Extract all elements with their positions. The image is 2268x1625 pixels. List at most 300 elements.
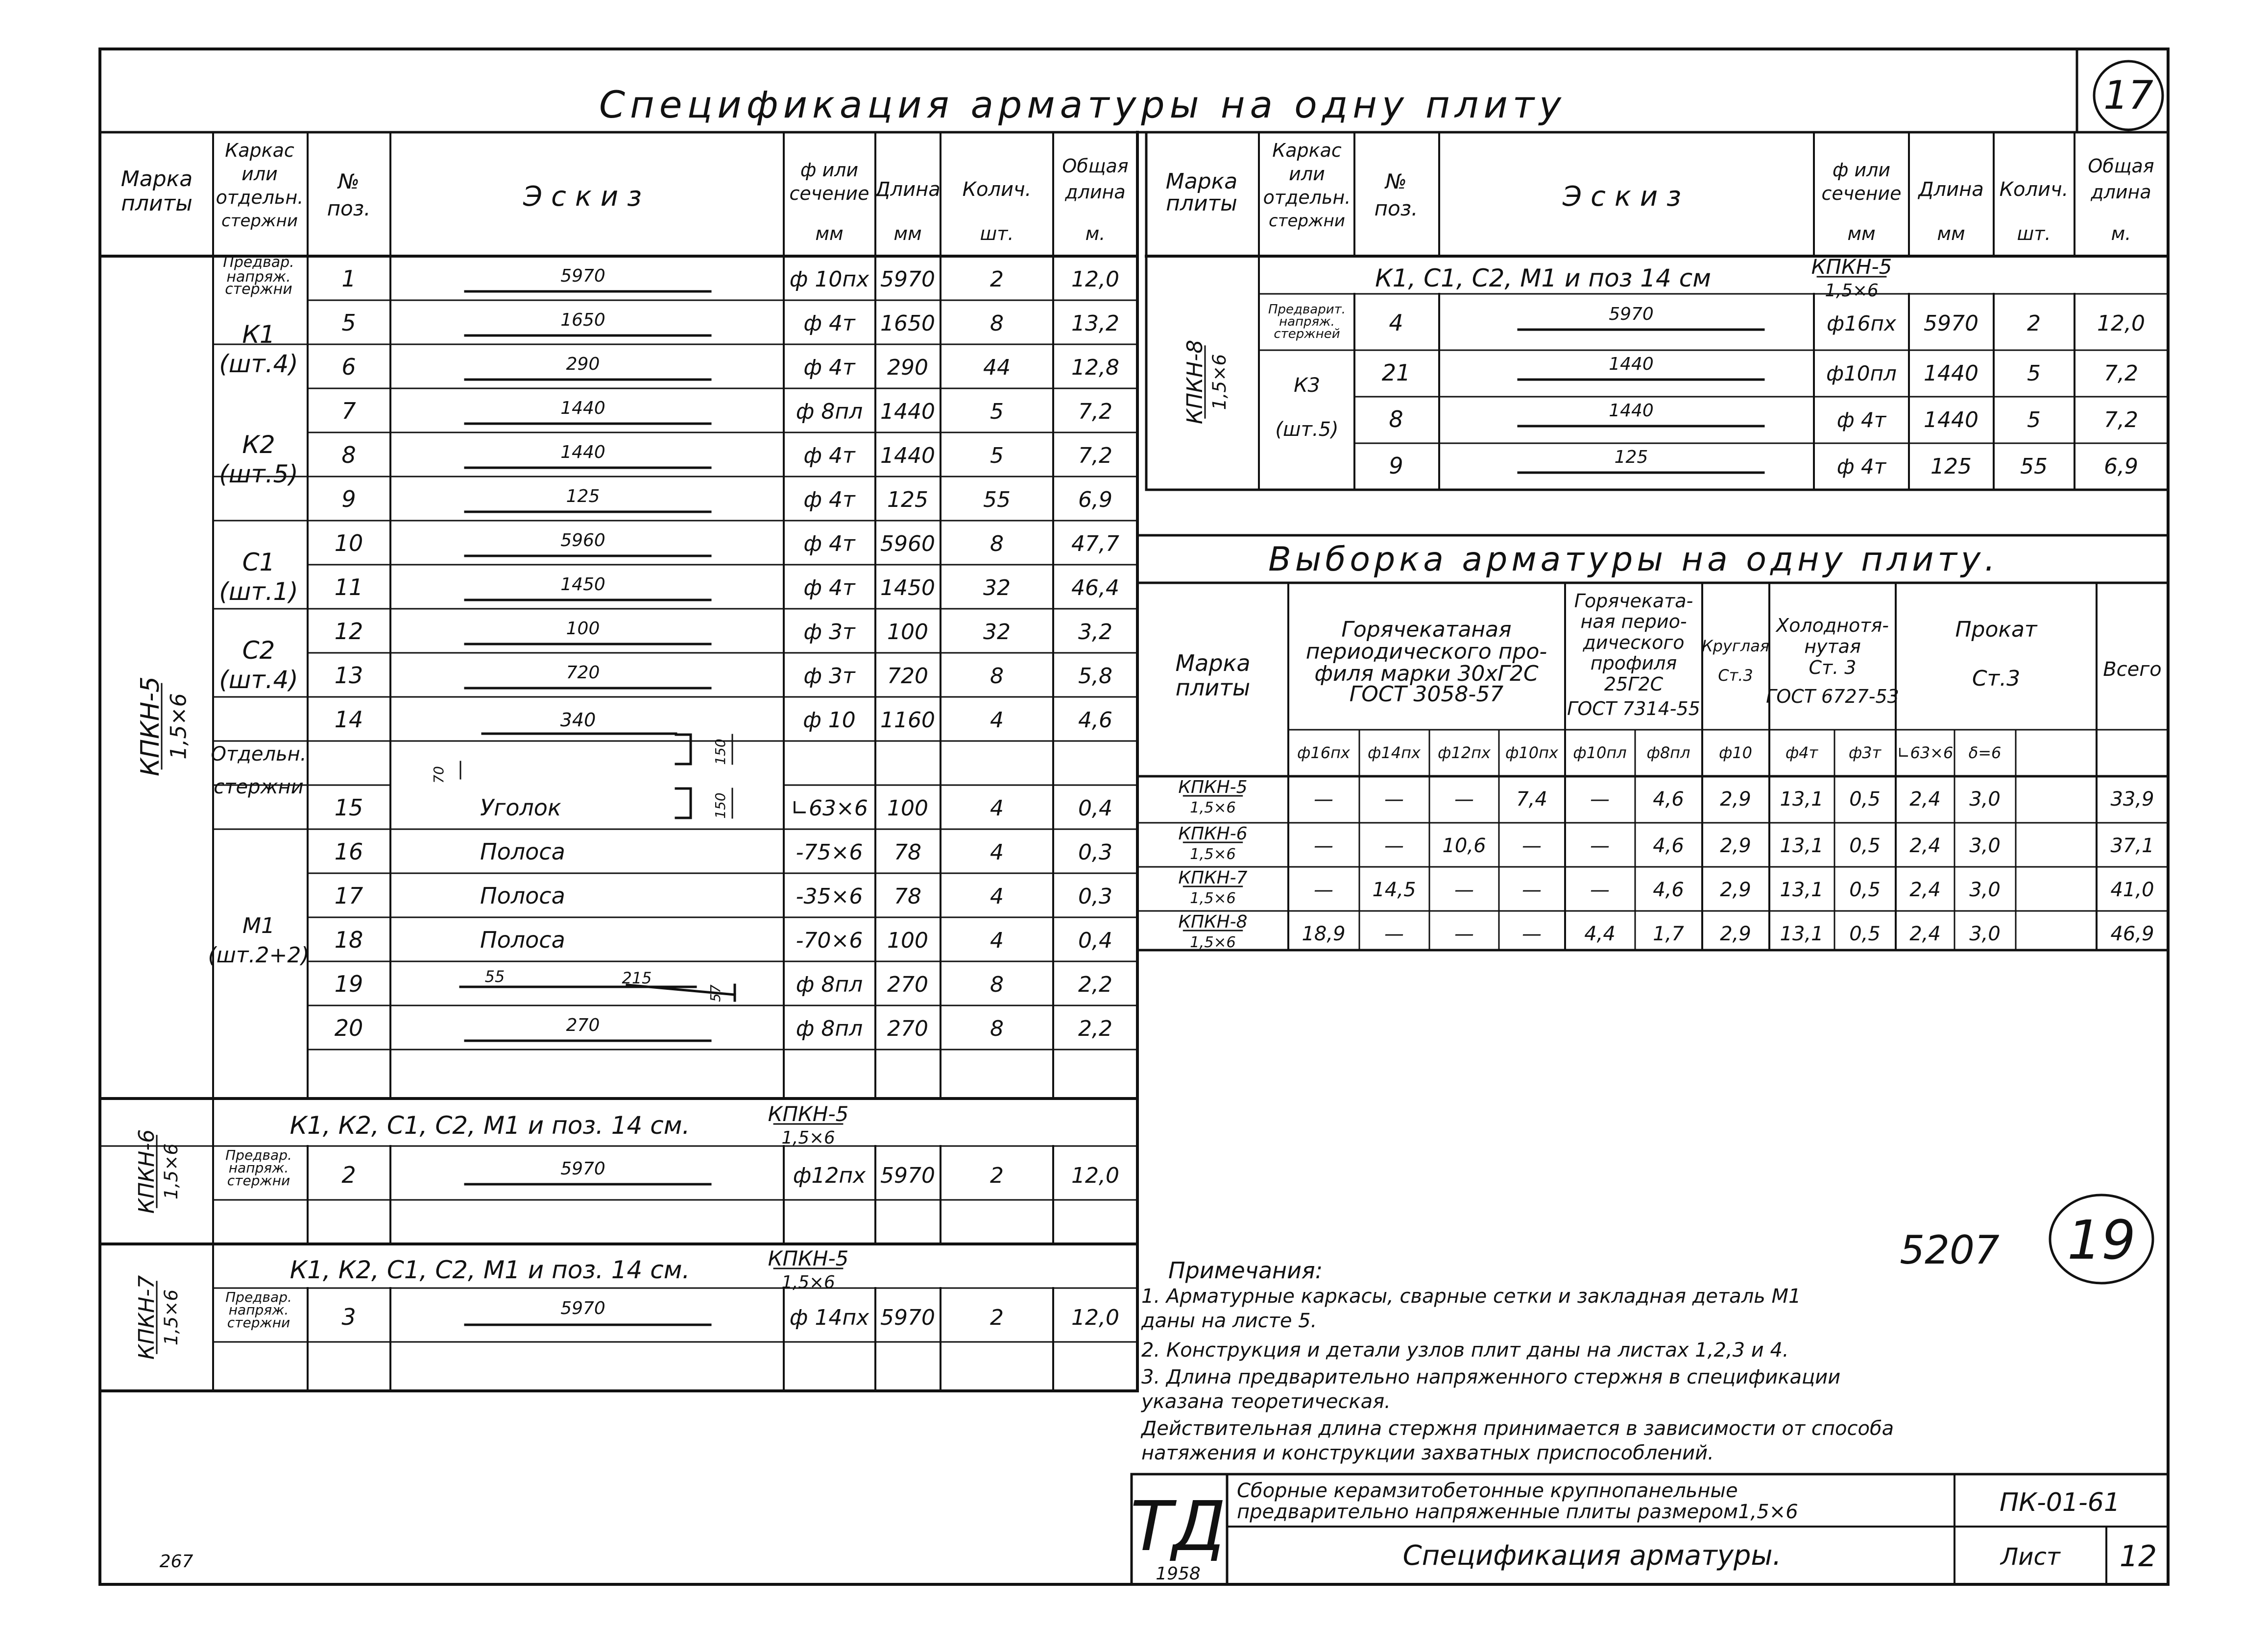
vyborka-group-header: ГОСТ 6727-53	[1766, 686, 1899, 707]
marka-label: КПКН-7	[1178, 868, 1248, 888]
header-karkas: отдельн.	[216, 187, 304, 208]
bar-quantity: 4	[990, 796, 1004, 821]
marka-size: 1,5×6	[781, 1272, 835, 1292]
bar-length: 270	[887, 972, 928, 997]
header-phi: мм	[1847, 223, 1876, 244]
reference-note: К1, К2, С1, С2, М1 и поз. 14 см.	[290, 1256, 690, 1284]
vyborka-cell: 2,4	[1909, 835, 1941, 857]
note-line: 3. Длина предварительно напряженного стержня в спецификации	[1141, 1366, 1841, 1388]
vyborka-cell: 7,4	[1516, 788, 1547, 811]
group-label: стержни	[225, 281, 292, 298]
vyborka-cell: 2,4	[1909, 923, 1941, 945]
sheet-title: Спецификация арматуры.	[1402, 1540, 1782, 1572]
vyborka-cell: 2,4	[1909, 879, 1941, 901]
header-qty: шт.	[980, 223, 1014, 244]
bar-length: 5960	[880, 531, 935, 556]
vyborka-group-header: Ст.3	[1718, 666, 1753, 685]
bar-total-length: 7,2	[1078, 443, 1112, 468]
vyborka-group-header: дического	[1583, 632, 1685, 653]
note-line: указана теоретическая.	[1141, 1390, 1391, 1413]
header-length: Длина	[1918, 178, 1984, 201]
bar-total-length: 5,8	[1078, 664, 1112, 689]
bar-total-length: 12,0	[1071, 1163, 1119, 1188]
header-total: длина	[1065, 181, 1126, 203]
group-label: К2	[242, 430, 275, 459]
vyborka-cell: —	[1384, 923, 1404, 945]
header-poz: №	[338, 169, 360, 193]
marka-label: КПКН-5	[1178, 777, 1248, 797]
vyborka-cell: 2,9	[1720, 923, 1751, 945]
sketch-dimension: 70	[431, 766, 447, 784]
bar-length: 5970	[880, 1163, 935, 1188]
sketch-dimension: 5970	[560, 266, 605, 286]
sketch-dimension: 57	[707, 984, 724, 1002]
position-number: 13	[334, 662, 363, 689]
vyborka-group-header: Горячеката-	[1574, 590, 1693, 612]
note-line: 1. Арматурные каркасы, сварные сетки и закладная деталь М1	[1141, 1285, 1801, 1308]
bar-diameter: ф 3т	[803, 620, 855, 645]
marka-label: КПКН-5	[768, 1246, 849, 1270]
vyborka-row-marka	[1178, 777, 1247, 816]
title-block-description: предварительно напряженные плиты размером1,5×6	[1237, 1501, 1798, 1523]
bar-total-length: 0,3	[1078, 884, 1112, 909]
group-label: К3	[1294, 374, 1320, 397]
bar-length: 100	[887, 796, 928, 821]
marka-label: КПКН-5	[136, 676, 165, 776]
position-number: 7	[341, 398, 356, 424]
marka-size: 1,5×6	[160, 1143, 182, 1200]
bar-quantity: 5	[990, 399, 1004, 424]
group-label: С2	[242, 636, 275, 665]
sketch-dimension: 150	[712, 792, 728, 819]
header-total: Общая	[2088, 155, 2154, 177]
header-karkas: отдельн.	[1263, 187, 1351, 208]
bar-length: 125	[1930, 454, 1972, 479]
header-karkas: или	[1289, 163, 1325, 185]
bar-total-length: 12,0	[1071, 267, 1119, 292]
position-number: 15	[334, 794, 363, 821]
bar-diameter: ф 8пл	[796, 399, 863, 424]
header-qty: Колич.	[962, 178, 1032, 201]
reference-marka	[768, 1246, 849, 1292]
header-karkas: Каркас	[1272, 140, 1342, 161]
vyborka-row-marka	[1178, 912, 1247, 951]
vyborka-cell: —	[1314, 835, 1333, 857]
reference-note: К1, К2, С1, С2, М1 и поз. 14 см.	[290, 1111, 690, 1140]
position-number: 21	[1381, 359, 1411, 386]
position-number: 9	[341, 486, 356, 512]
bar-total-length: 0,4	[1078, 796, 1112, 821]
vyborka-cell: 0,5	[1849, 835, 1881, 857]
bar-quantity: 2	[990, 1305, 1004, 1330]
bar-length: 1440	[1924, 407, 1978, 432]
marka-label: КПКН-5	[768, 1102, 849, 1126]
vyborka-cell: 4,6	[1653, 788, 1684, 811]
vyborka-cell: 13,1	[1780, 923, 1824, 945]
bar-length: 1650	[880, 311, 935, 336]
vyborka-cell: 13,1	[1780, 835, 1824, 857]
title-block-year: 1958	[1156, 1564, 1201, 1584]
note-line: 2. Конструкция и детали узлов плит даны на листах 1,2,3 и 4.	[1141, 1339, 1789, 1362]
group-label: стержни	[214, 776, 304, 798]
bar-diameter: ф 4т	[803, 355, 855, 380]
marka-label: КПКН-8	[1182, 339, 1207, 425]
bar-diameter: -35×6	[796, 884, 863, 909]
bar-length: 78	[894, 884, 921, 909]
sketch-label: Полоса	[480, 927, 565, 953]
list-number: 12	[2119, 1539, 2157, 1574]
reference-note: К1, С1, С2, М1 и поз 14 см	[1375, 264, 1711, 292]
header-length: мм	[893, 223, 922, 244]
vyborka-header-marka: Марка	[1175, 650, 1251, 676]
bar-length: 5970	[880, 1305, 935, 1330]
bar-diameter: ф 4т	[803, 443, 855, 468]
bar-total-length: 46,4	[1071, 575, 1119, 600]
bar-diameter: ф 4т	[1836, 454, 1886, 478]
vyborka-title: Выборка арматуры на одну плиту.	[1268, 540, 1999, 579]
bar-quantity: 2	[2027, 311, 2041, 336]
bar-quantity: 8	[990, 972, 1004, 997]
bar-quantity: 32	[983, 620, 1011, 645]
vyborka-group-header: Ст. 3	[1809, 657, 1857, 678]
bar-total-length: 2,2	[1078, 1016, 1112, 1041]
header-phi: ф или	[1832, 159, 1891, 181]
vyborka-cell: 10,6	[1442, 835, 1486, 857]
vyborka-cell: 33,9	[2110, 788, 2154, 811]
bar-quantity: 8	[990, 531, 1004, 556]
bar-total-length: 12,0	[1071, 1305, 1119, 1330]
bar-total-length: 7,2	[1078, 399, 1112, 424]
group-label: напряж.	[228, 1302, 289, 1318]
bar-quantity: 4	[990, 928, 1004, 953]
vyborka-group-header: Ст.3	[1972, 666, 2021, 691]
bar-length: 78	[894, 840, 921, 865]
group-label: (шт.5)	[1275, 418, 1339, 441]
vyborka-row-marka	[1178, 868, 1247, 907]
header-phi: ф или	[800, 159, 859, 181]
position-number: 8	[341, 442, 356, 468]
header-marka: плиты	[1166, 191, 1237, 216]
header-phi: сечение	[1821, 183, 1902, 204]
bar-total-length: 12,0	[2097, 311, 2145, 336]
marka-kpkn8	[1182, 340, 1230, 425]
vyborka-subheader: ∟63×6	[1897, 743, 1954, 762]
bar-diameter: ф 10пх	[789, 267, 869, 292]
position-number: 16	[334, 838, 363, 865]
marka-label: КПКН-7	[134, 1275, 159, 1360]
bar-total-length: 13,2	[1071, 311, 1119, 336]
marka-kpkn6	[134, 1129, 182, 1214]
group-label: С1	[242, 548, 275, 576]
header-length: мм	[1937, 223, 1965, 244]
vyborka-subheader: ф14пх	[1368, 743, 1421, 762]
marka-label: КПКН-6	[1178, 824, 1248, 844]
header-karkas: стержни	[221, 211, 298, 231]
vyborka-group-header: ГОСТ 7314-55	[1567, 698, 1700, 719]
group-label: напряж.	[226, 268, 291, 286]
group-label: (шт.5)	[219, 460, 298, 488]
header-marka: Марка	[1165, 169, 1238, 194]
vyborka-cell: 4,6	[1653, 879, 1684, 901]
position-number: 9	[1389, 453, 1403, 479]
group-label: М1	[242, 913, 275, 938]
group-label: (шт.4)	[219, 350, 298, 378]
bar-diameter: ф 4т	[803, 311, 855, 336]
bar-total-length: 12,8	[1071, 355, 1119, 380]
position-number: 19	[334, 971, 363, 997]
position-number: 18	[334, 927, 363, 953]
vyborka-cell: 41,0	[2110, 879, 2154, 901]
group-label: (шт.1)	[219, 577, 298, 606]
bar-quantity: 55	[2020, 454, 2048, 479]
position-number: 4	[1389, 310, 1403, 336]
vyborka-cell: 14,5	[1372, 879, 1416, 901]
bar-diameter: ∟63×6	[791, 796, 868, 821]
bar-diameter: ф 4т	[803, 531, 855, 556]
group-label: К1	[242, 320, 275, 349]
bar-diameter: -75×6	[796, 840, 863, 865]
marka-size: 1,5×6	[1190, 799, 1236, 817]
vyborka-cell: 0,5	[1849, 923, 1881, 945]
sketch-dimension: 340	[560, 709, 596, 731]
group-label: напряж.	[228, 1160, 289, 1176]
list-label: Лист	[2001, 1543, 2060, 1571]
vyborka-cell: —	[1384, 835, 1404, 857]
vyborka-row-marka	[1178, 824, 1247, 863]
page-number: 19	[2067, 1209, 2136, 1271]
vyborka-subheader: δ=6	[1968, 743, 2002, 762]
bar-length: 1440	[880, 399, 935, 424]
vyborka-group-header: Прокат	[1955, 617, 2037, 642]
notes-title: Примечания:	[1168, 1257, 1323, 1284]
vyborka-cell: —	[1384, 788, 1404, 811]
bar-length: 5970	[1924, 311, 1978, 336]
vyborka-cell: 3,0	[1969, 788, 2001, 811]
bar-length: 290	[887, 355, 928, 380]
sketch-label: Полоса	[480, 883, 565, 909]
vyborka-subheader: ф10пх	[1505, 743, 1558, 762]
vyborka-cell: —	[1454, 788, 1474, 811]
position-number: 5	[341, 310, 356, 336]
header-qty: Колич.	[1999, 178, 2069, 201]
bar-diameter: ф10пл	[1826, 361, 1897, 385]
bar-quantity: 8	[990, 664, 1004, 689]
vyborka-cell: —	[1590, 788, 1610, 811]
note-line: Действительная длина стержня принимается в зависимости от способа	[1141, 1417, 1894, 1440]
position-number: 2	[341, 1162, 356, 1188]
sketch-dimension: 5970	[560, 1159, 605, 1179]
vyborka-cell: 3,0	[1969, 923, 2001, 945]
vyborka-cell: 2,9	[1720, 879, 1751, 901]
vyborka-cell: —	[1454, 879, 1474, 901]
position-number: 3	[341, 1304, 356, 1330]
vyborka-cell: 2,4	[1909, 788, 1941, 811]
bar-quantity: 5	[2027, 361, 2041, 386]
bar-quantity: 44	[983, 355, 1011, 380]
drawing-code: ПК-01-61	[2000, 1488, 2120, 1517]
vyborka-subheader: ф3т	[1848, 743, 1882, 762]
bar-total-length: 0,3	[1078, 840, 1112, 865]
bar-total-length: 4,6	[1078, 708, 1112, 733]
group-label: Отдельн.	[211, 743, 307, 765]
bar-length: 1440	[1924, 361, 1978, 386]
sheet-number: 17	[2103, 72, 2153, 118]
bar-total-length: 6,9	[2104, 454, 2138, 479]
marka-size: 1,5×6	[1190, 934, 1236, 952]
vyborka-cell: 0,5	[1849, 788, 1881, 811]
bar-total-length: 47,7	[1071, 531, 1119, 556]
vyborka-cell: 4,4	[1584, 923, 1616, 945]
group-label: Предварит.	[1268, 302, 1346, 317]
sketch-dimension: 55	[484, 967, 505, 986]
bar-quantity: 8	[990, 1016, 1004, 1041]
vyborka-group-header: Горячекатаная	[1341, 617, 1512, 642]
vyborka-subheader: ф10	[1718, 743, 1753, 762]
group-label: Предвар.	[223, 254, 294, 271]
marka-kpkn5	[136, 676, 191, 776]
vyborka-subheader: ф12пх	[1438, 743, 1491, 762]
bar-quantity: 2	[990, 267, 1004, 292]
position-number: 8	[1389, 406, 1403, 432]
bar-diameter: -70×6	[796, 928, 863, 953]
header-karkas: Каркас	[225, 140, 294, 161]
reference-marka	[768, 1102, 849, 1148]
header-eskiz: Эскиз	[1563, 181, 1690, 213]
position-number: 17	[334, 883, 363, 909]
vyborka-cell: 0,5	[1849, 879, 1881, 901]
header-length: Длина	[875, 178, 941, 201]
bar-length: 1450	[880, 575, 935, 600]
bar-length: 270	[887, 1016, 928, 1041]
group-label: (шт.4)	[219, 666, 298, 694]
vyborka-cell: 3,0	[1969, 835, 2001, 857]
sketch-dimension: 290	[566, 354, 600, 374]
bar-length: 5970	[880, 267, 935, 292]
bar-diameter: ф 8пл	[796, 1016, 863, 1041]
vyborka-group-header: ГОСТ 3058-57	[1349, 682, 1504, 707]
marka-size: 1,5×6	[781, 1127, 835, 1148]
sketch-dimension: 1650	[560, 310, 605, 330]
vyborka-subheader: ф8пл	[1646, 743, 1690, 762]
sketch-dimension: 1440	[560, 398, 605, 418]
header-total: Общая	[1062, 155, 1129, 177]
vyborka-header-marka: плиты	[1175, 674, 1251, 701]
header-poz: поз.	[327, 196, 371, 220]
sketch-dimension: 5970	[560, 1298, 605, 1318]
group-label: стержни	[227, 1172, 290, 1189]
outer-frame	[100, 49, 2168, 1584]
bar-quantity: 4	[990, 708, 1004, 733]
group-label: стержни	[227, 1314, 290, 1331]
header-poz: №	[1385, 169, 1407, 193]
position-number: 10	[334, 530, 363, 556]
vyborka-subheader: ф16пх	[1297, 743, 1350, 762]
position-number: 20	[334, 1015, 363, 1041]
vyborka-group-header: 25Г2С	[1604, 673, 1664, 695]
header-poz: поз.	[1374, 196, 1418, 220]
vyborka-cell: —	[1590, 879, 1610, 901]
vyborka-group-header: профиля	[1590, 652, 1677, 674]
header-karkas: стержни	[1269, 211, 1345, 231]
vyborka-group-header: филя марки 30хГ2С	[1314, 661, 1539, 686]
vyborka-cell: —	[1590, 835, 1610, 857]
header-total: м.	[1085, 223, 1106, 244]
sketch-dimension: 1440	[1609, 354, 1654, 374]
bar-length: 100	[887, 928, 928, 953]
marka-size: 1,5×6	[166, 693, 192, 760]
vyborka-subheader: ф10пл	[1573, 743, 1627, 762]
bar-diameter: ф12пх	[793, 1163, 866, 1188]
sketch-label: Полоса	[480, 838, 565, 865]
vyborka-cell: 18,9	[1302, 923, 1346, 945]
vyborka-cell: —	[1314, 788, 1333, 811]
note-line: натяжения и конструкции захватных приспособлений.	[1141, 1442, 1714, 1464]
position-number: 11	[334, 574, 363, 600]
marka-size: 1,5×6	[160, 1289, 182, 1346]
position-number: 14	[334, 706, 363, 733]
group-label: Предвар.	[225, 1147, 292, 1163]
bar-length: 100	[887, 620, 928, 645]
vyborka-cell: —	[1522, 923, 1542, 945]
bar-total-length: 7,2	[2104, 361, 2138, 386]
bar-diameter: ф 3т	[803, 664, 855, 689]
vyborka-cell: —	[1314, 879, 1333, 901]
bar-quantity: 5	[990, 443, 1004, 468]
header-qty: шт.	[2017, 223, 2051, 244]
position-number: 6	[341, 354, 356, 380]
vyborka-cell: 46,9	[2110, 923, 2154, 945]
td-logo: ТД	[1130, 1487, 1226, 1567]
marka-size: 1,5×6	[1190, 890, 1236, 908]
vyborka-cell: —	[1522, 879, 1542, 901]
bar-quantity: 4	[990, 840, 1004, 865]
header-total: длина	[2091, 181, 2151, 203]
header-phi: мм	[815, 223, 844, 244]
vyborka-group-header: Холоднотя-	[1776, 615, 1889, 636]
marka-label: КПКН-5	[1811, 255, 1892, 279]
spec-title: Спецификация арматуры на одну плиту	[599, 83, 1567, 126]
sketch-dimension: 1450	[560, 574, 605, 595]
marka-label: КПКН-6	[134, 1129, 159, 1214]
sketch-dimension: 5960	[560, 530, 605, 550]
vyborka-cell: 2,9	[1720, 835, 1751, 857]
sketch-label: Уголок	[480, 794, 561, 821]
header-total: м.	[2111, 223, 2131, 244]
bar-quantity: 5	[2027, 407, 2041, 432]
sketch-dimension: 1440	[560, 442, 605, 462]
group-label: стержней	[1274, 327, 1340, 341]
title-block-description: Сборные керамзитобетонные крупнопанельные	[1237, 1480, 1738, 1502]
archive-number: 5207	[1900, 1227, 2000, 1273]
vyborka-cell: 1,7	[1653, 923, 1684, 945]
bar-quantity: 32	[983, 575, 1011, 600]
vyborka-cell: 13,1	[1780, 879, 1824, 901]
vyborka-cell: 2,9	[1720, 788, 1751, 811]
bar-length: 720	[887, 664, 928, 689]
bar-diameter: ф16пх	[1827, 311, 1896, 335]
bar-quantity: 4	[990, 884, 1004, 909]
bar-total-length: 7,2	[2104, 407, 2138, 432]
sketch-dimension: 215	[622, 969, 652, 987]
vyborka-group-header: Круглая	[1701, 637, 1770, 655]
bar-total-length: 3,2	[1078, 620, 1112, 645]
bar-total-length: 2,2	[1078, 972, 1112, 997]
bar-quantity: 2	[990, 1163, 1004, 1188]
vyborka-cell: 13,1	[1780, 788, 1824, 811]
marka-size: 1,5×6	[1190, 846, 1236, 863]
bar-length: 1160	[880, 708, 935, 733]
sketch-dimension: 1440	[1609, 401, 1654, 421]
